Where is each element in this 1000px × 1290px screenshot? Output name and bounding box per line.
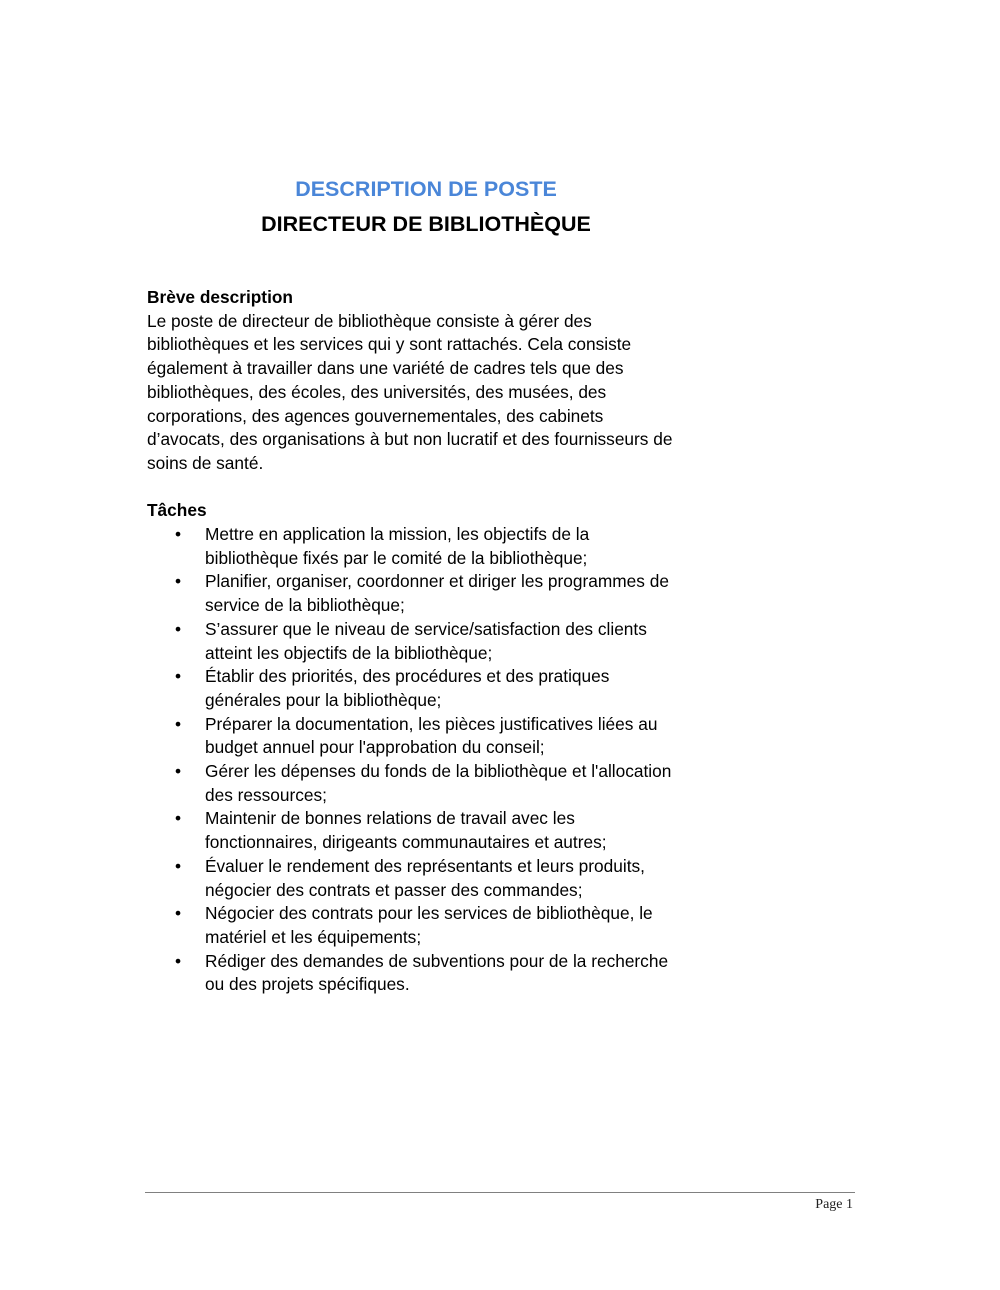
task-item: [147, 713, 717, 760]
bullet-icon: •: [175, 618, 182, 639]
task-item: [147, 618, 717, 665]
task-line: Maintenir de bonnes relations de travail avec les: [205, 808, 575, 829]
bullet-icon: •: [175, 903, 182, 924]
bullet-icon: •: [175, 713, 182, 734]
text-line: Le poste de directeur de bibliothèque consiste à gérer des: [147, 310, 592, 331]
tasks-list: [147, 523, 717, 997]
task-line: Rédiger des demandes de subventions pour de la recherche: [205, 950, 669, 971]
task-item: [147, 665, 717, 712]
task-line: Planifier, organiser, coordonner et diriger les programmes de: [205, 571, 669, 592]
page-number: Page 1: [815, 1197, 853, 1212]
text-line: bibliothèques, des écoles, des universités, des musées, des: [147, 381, 607, 402]
footer-divider: [145, 1192, 855, 1193]
bullet-icon: •: [175, 761, 182, 782]
task-item: [147, 902, 717, 949]
bullet-icon: •: [175, 666, 182, 687]
spacer: [147, 476, 717, 500]
task-line: atteint les objectifs de la bibliothèque;: [205, 642, 493, 663]
task-line: S’assurer que le niveau de service/satisfaction des clients: [205, 618, 647, 639]
task-line: des ressources;: [205, 784, 327, 805]
bullet-icon: •: [175, 808, 182, 829]
task-item: [147, 523, 717, 570]
task-line: Négocier des contrats pour les services de bibliothèque, le: [205, 903, 653, 924]
task-line: négocier des contrats et passer des commandes;: [205, 879, 583, 900]
task-line: bibliothèque fixés par le comité de la bibliothèque;: [205, 547, 588, 568]
text-line: d’avocats, des organisations à but non lucratif et des fournisseurs de: [147, 429, 673, 450]
brief-description-text: [147, 310, 717, 476]
brief-description-heading: Brève description: [147, 287, 293, 307]
task-line: Gérer les dépenses du fonds de la bibliothèque et l'allocation: [205, 761, 672, 782]
bullet-icon: •: [175, 524, 182, 545]
task-line: matériel et les équipements;: [205, 926, 422, 947]
tasks-heading: Tâches: [147, 500, 207, 521]
task-item: [147, 807, 717, 854]
task-line: Préparer la documentation, les pièces justificatives liées au: [205, 713, 658, 734]
bullet-icon: •: [175, 855, 182, 876]
task-item: [147, 855, 717, 902]
task-line: Évaluer le rendement des représentants et leurs produits,: [205, 855, 645, 876]
task-item: [147, 950, 717, 997]
job-title: DIRECTEUR DE BIBLIOTHÈQUE: [261, 212, 591, 236]
task-line: ou des projets spécifiques.: [205, 974, 410, 995]
text-line: corporations, des agences gouvernementales, des cabinets: [147, 405, 604, 426]
text-line: soins de santé.: [147, 452, 264, 473]
document-title: DESCRIPTION DE POSTE: [295, 177, 557, 201]
task-line: budget annuel pour l'approbation du conseil;: [205, 737, 545, 758]
document-body: [147, 286, 717, 997]
task-line: générales pour la bibliothèque;: [205, 689, 442, 710]
task-line: Mettre en application la mission, les objectifs de la: [205, 524, 590, 545]
bullet-icon: •: [175, 950, 182, 971]
task-line: Établir des priorités, des procédures et des pratiques: [205, 666, 610, 687]
bullet-icon: •: [175, 571, 182, 592]
task-line: fonctionnaires, dirigeants communautaires et autres;: [205, 832, 607, 853]
text-line: également à travailler dans une variété de cadres tels que des: [147, 358, 624, 379]
text-line: bibliothèques et les services qui y sont rattachés. Cela consiste: [147, 334, 632, 355]
task-item: [147, 570, 717, 617]
task-item: [147, 760, 717, 807]
task-line: service de la bibliothèque;: [205, 595, 405, 616]
